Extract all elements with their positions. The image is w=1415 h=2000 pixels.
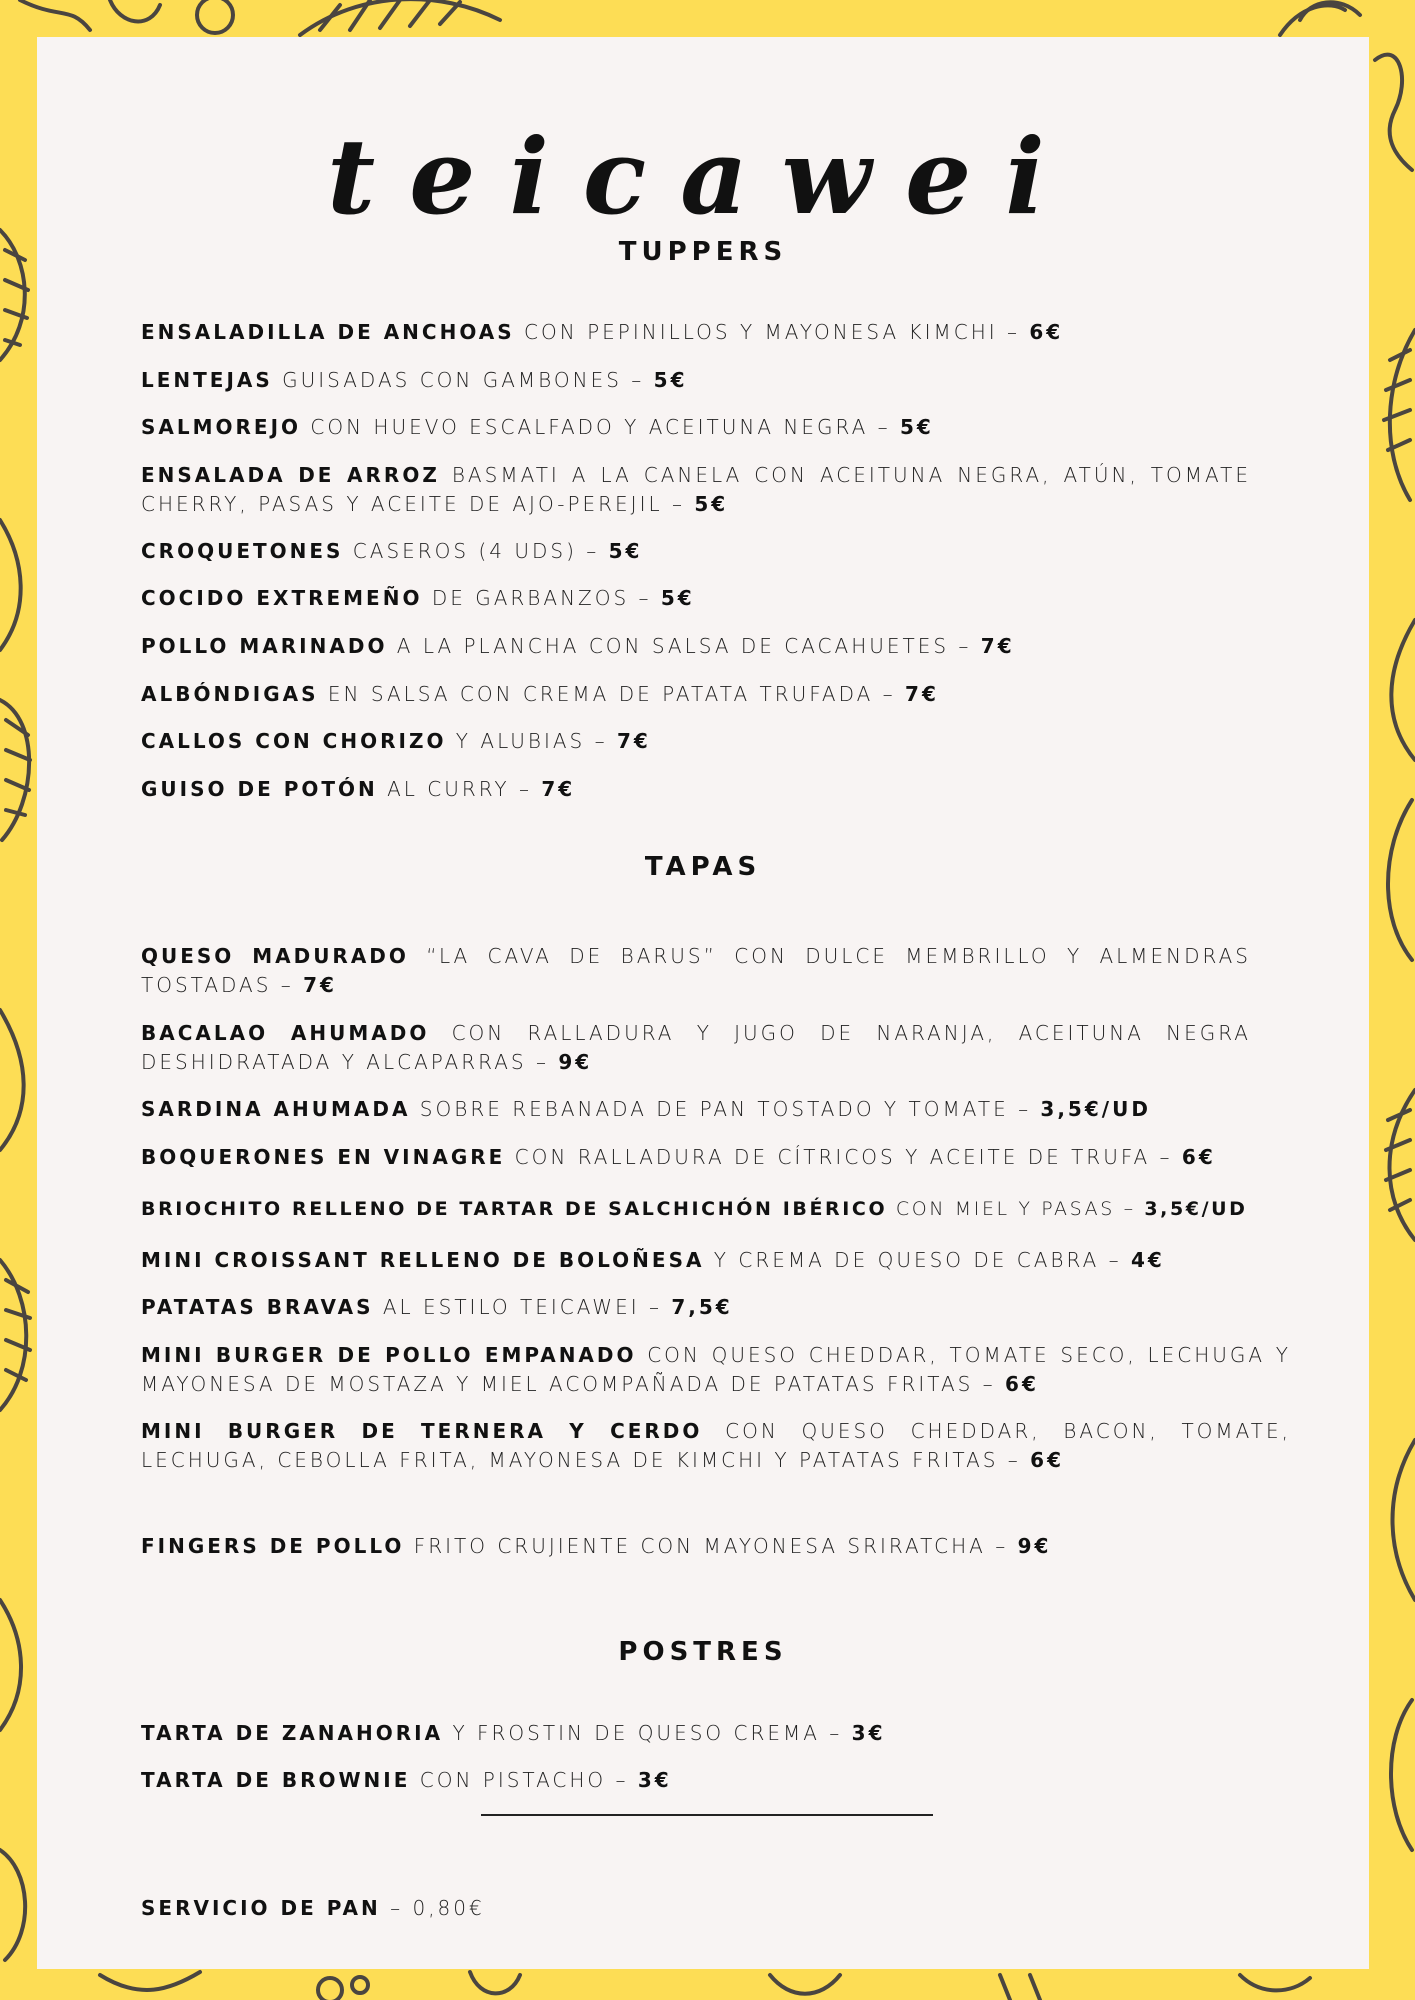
menu-item bbox=[141, 366, 1311, 395]
item-name: MINI CROISSANT RELLENO DE BOLOÑESA bbox=[141, 1248, 705, 1272]
item-price: 6€ bbox=[1029, 320, 1064, 344]
menu-card bbox=[37, 37, 1369, 1969]
item-description: CON PISTACHO – bbox=[410, 1768, 638, 1792]
item-price: 7€ bbox=[980, 634, 1015, 658]
menu-item bbox=[141, 461, 1251, 519]
item-name: ALBÓNDIGAS bbox=[141, 682, 319, 706]
item-price: 5€ bbox=[899, 415, 934, 439]
menu-item bbox=[141, 680, 1311, 709]
item-price: 3,5€/UD bbox=[1040, 1097, 1151, 1121]
section-title-tapas: TAPAS bbox=[644, 852, 762, 882]
item-price: 7€ bbox=[541, 777, 576, 801]
bread-service-item bbox=[141, 1894, 1311, 1923]
item-name: MINI BURGER DE TERNERA Y CERDO bbox=[141, 1419, 703, 1443]
item-price: 3€ bbox=[637, 1768, 672, 1792]
item-price: 5€ bbox=[653, 368, 688, 392]
item-description: GUISADAS CON GAMBONES – bbox=[272, 368, 654, 392]
item-name: BOQUERONES EN VINAGRE bbox=[141, 1145, 506, 1169]
item-description: FRITO CRUJIENTE CON MAYONESA SRIRATCHA – bbox=[404, 1534, 1018, 1558]
item-price: 7€ bbox=[905, 682, 939, 706]
item-price: 7€ bbox=[616, 729, 651, 753]
item-price: 5€ bbox=[694, 492, 729, 516]
item-name: BACALAO AHUMADO bbox=[141, 1021, 430, 1045]
item-name: CROQUETONES bbox=[141, 539, 344, 563]
menu-item bbox=[141, 1246, 1311, 1275]
item-price: 6€ bbox=[1181, 1145, 1216, 1169]
item-price: 5€ bbox=[660, 586, 695, 610]
item-description: AL ESTILO TEICAWEI – bbox=[373, 1295, 672, 1319]
menu-item bbox=[141, 1019, 1251, 1077]
item-name: ENSALADILLA DE ANCHOAS bbox=[141, 320, 515, 344]
menu-item bbox=[141, 1719, 1311, 1748]
menu-item bbox=[141, 537, 1311, 566]
item-name: ENSALADA DE ARROZ bbox=[141, 463, 440, 487]
footer-divider bbox=[481, 1814, 933, 1816]
section-title-tuppers: TUPPERS bbox=[618, 237, 788, 267]
item-price: – 0,80€ bbox=[380, 1896, 485, 1920]
item-description: SOBRE REBANADA DE PAN TOSTADO Y TOMATE – bbox=[410, 1097, 1041, 1121]
item-name: COCIDO EXTREMEÑO bbox=[141, 586, 423, 610]
item-description: Y ALUBIAS – bbox=[446, 729, 617, 753]
item-name: GUISO DE POTÓN bbox=[141, 777, 378, 801]
item-price: 6€ bbox=[1005, 1372, 1039, 1396]
item-name: CALLOS CON CHORIZO bbox=[141, 729, 447, 753]
menu-item bbox=[141, 1293, 1311, 1322]
menu-item bbox=[141, 1532, 1311, 1561]
item-description: A LA PLANCHA CON SALSA DE CACAHUETES – bbox=[387, 634, 981, 658]
item-price: 6€ bbox=[1030, 1448, 1064, 1472]
section-title-postres: POSTRES bbox=[618, 1637, 788, 1667]
item-price: 9€ bbox=[1017, 1534, 1052, 1558]
item-description: EN SALSA CON CREMA DE PATATA TRUFADA – bbox=[318, 682, 906, 706]
item-name: POLLO MARINADO bbox=[141, 634, 388, 658]
item-description: BASMATI A LA CANELA CON ACEITUNA NEGRA, ATÚN, TOMATE CHERRY, PASAS Y ACEITE DE AJO-PEREJIL – bbox=[141, 463, 1251, 516]
item-description: CON HUEVO ESCALFADO Y ACEITUNA NEGRA – bbox=[301, 415, 900, 439]
menu-item bbox=[141, 1766, 1311, 1795]
item-name: PATATAS BRAVAS bbox=[141, 1295, 374, 1319]
item-price: 4€ bbox=[1131, 1248, 1165, 1272]
item-price: 3,5€/UD bbox=[1144, 1198, 1248, 1220]
item-price: 7,5€ bbox=[671, 1295, 733, 1319]
menu-item bbox=[141, 1195, 1311, 1224]
menu-item bbox=[141, 318, 1311, 347]
item-description: CON PEPINILLOS Y MAYONESA KIMCHI – bbox=[514, 320, 1030, 344]
menu-item bbox=[141, 632, 1311, 661]
menu-item bbox=[141, 1143, 1311, 1172]
item-description: CASEROS (4 UDS) – bbox=[343, 539, 609, 563]
item-name: FINGERS DE POLLO bbox=[141, 1534, 405, 1558]
item-price: 9€ bbox=[558, 1050, 593, 1074]
item-name: TARTA DE BROWNIE bbox=[141, 1768, 411, 1792]
item-description: CON RALLADURA Y JUGO DE NARANJA, ACEITUNA NEGRA DESHIDRATADA Y ALCAPARRAS – bbox=[141, 1021, 1251, 1074]
item-description: CON QUESO CHEDDAR, TOMATE SECO, LECHUGA Y MAYONESA DE MOSTAZA Y MIEL ACOMPAÑADA DE PATATAS FRITAS – bbox=[141, 1343, 1292, 1396]
menu-item bbox=[141, 775, 1311, 804]
menu-item bbox=[141, 413, 1311, 442]
item-name: SALMOREJO bbox=[141, 415, 302, 439]
item-name: MINI BURGER DE POLLO EMPANADO bbox=[141, 1343, 637, 1367]
restaurant-logo-title: teicawei bbox=[327, 115, 1079, 238]
item-description: CON MIEL Y PASAS – bbox=[887, 1198, 1145, 1220]
item-description: CON QUESO CHEDDAR, BACON, TOMATE, LECHUGA, CEBOLLA FRITA, MAYONESA DE KIMCHI Y PATATAS FRITAS – bbox=[141, 1419, 1291, 1472]
menu-item bbox=[141, 1341, 1291, 1399]
item-price: 3€ bbox=[851, 1721, 886, 1745]
item-name: SARDINA AHUMADA bbox=[141, 1097, 411, 1121]
menu-item bbox=[141, 942, 1251, 1000]
item-price: 7€ bbox=[303, 973, 337, 997]
item-description: CON RALLADURA DE CÍTRICOS Y ACEITE DE TRUFA – bbox=[505, 1145, 1182, 1169]
item-name: LENTEJAS bbox=[141, 368, 273, 392]
item-name: SERVICIO DE PAN bbox=[141, 1896, 381, 1920]
item-name: TARTA DE ZANAHORIA bbox=[141, 1721, 444, 1745]
item-description: “LA CAVA DE BARUS” CON DULCE MEMBRILLO Y ALMENDRAS TOSTADAS – bbox=[141, 944, 1251, 997]
item-description: Y CREMA DE QUESO DE CABRA – bbox=[704, 1248, 1132, 1272]
item-price: 5€ bbox=[608, 539, 643, 563]
item-description: Y FROSTIN DE QUESO CREMA – bbox=[443, 1721, 852, 1745]
menu-item bbox=[141, 584, 1311, 613]
item-description: DE GARBANZOS – bbox=[422, 586, 661, 610]
item-description: AL CURRY – bbox=[377, 777, 542, 801]
item-name: QUESO MADURADO bbox=[141, 944, 409, 968]
item-name: BRIOCHITO RELLENO DE TARTAR DE SALCHICHÓN IBÉRICO bbox=[141, 1198, 888, 1220]
menu-item bbox=[141, 1095, 1311, 1124]
menu-item bbox=[141, 1417, 1291, 1475]
menu-item bbox=[141, 727, 1311, 756]
